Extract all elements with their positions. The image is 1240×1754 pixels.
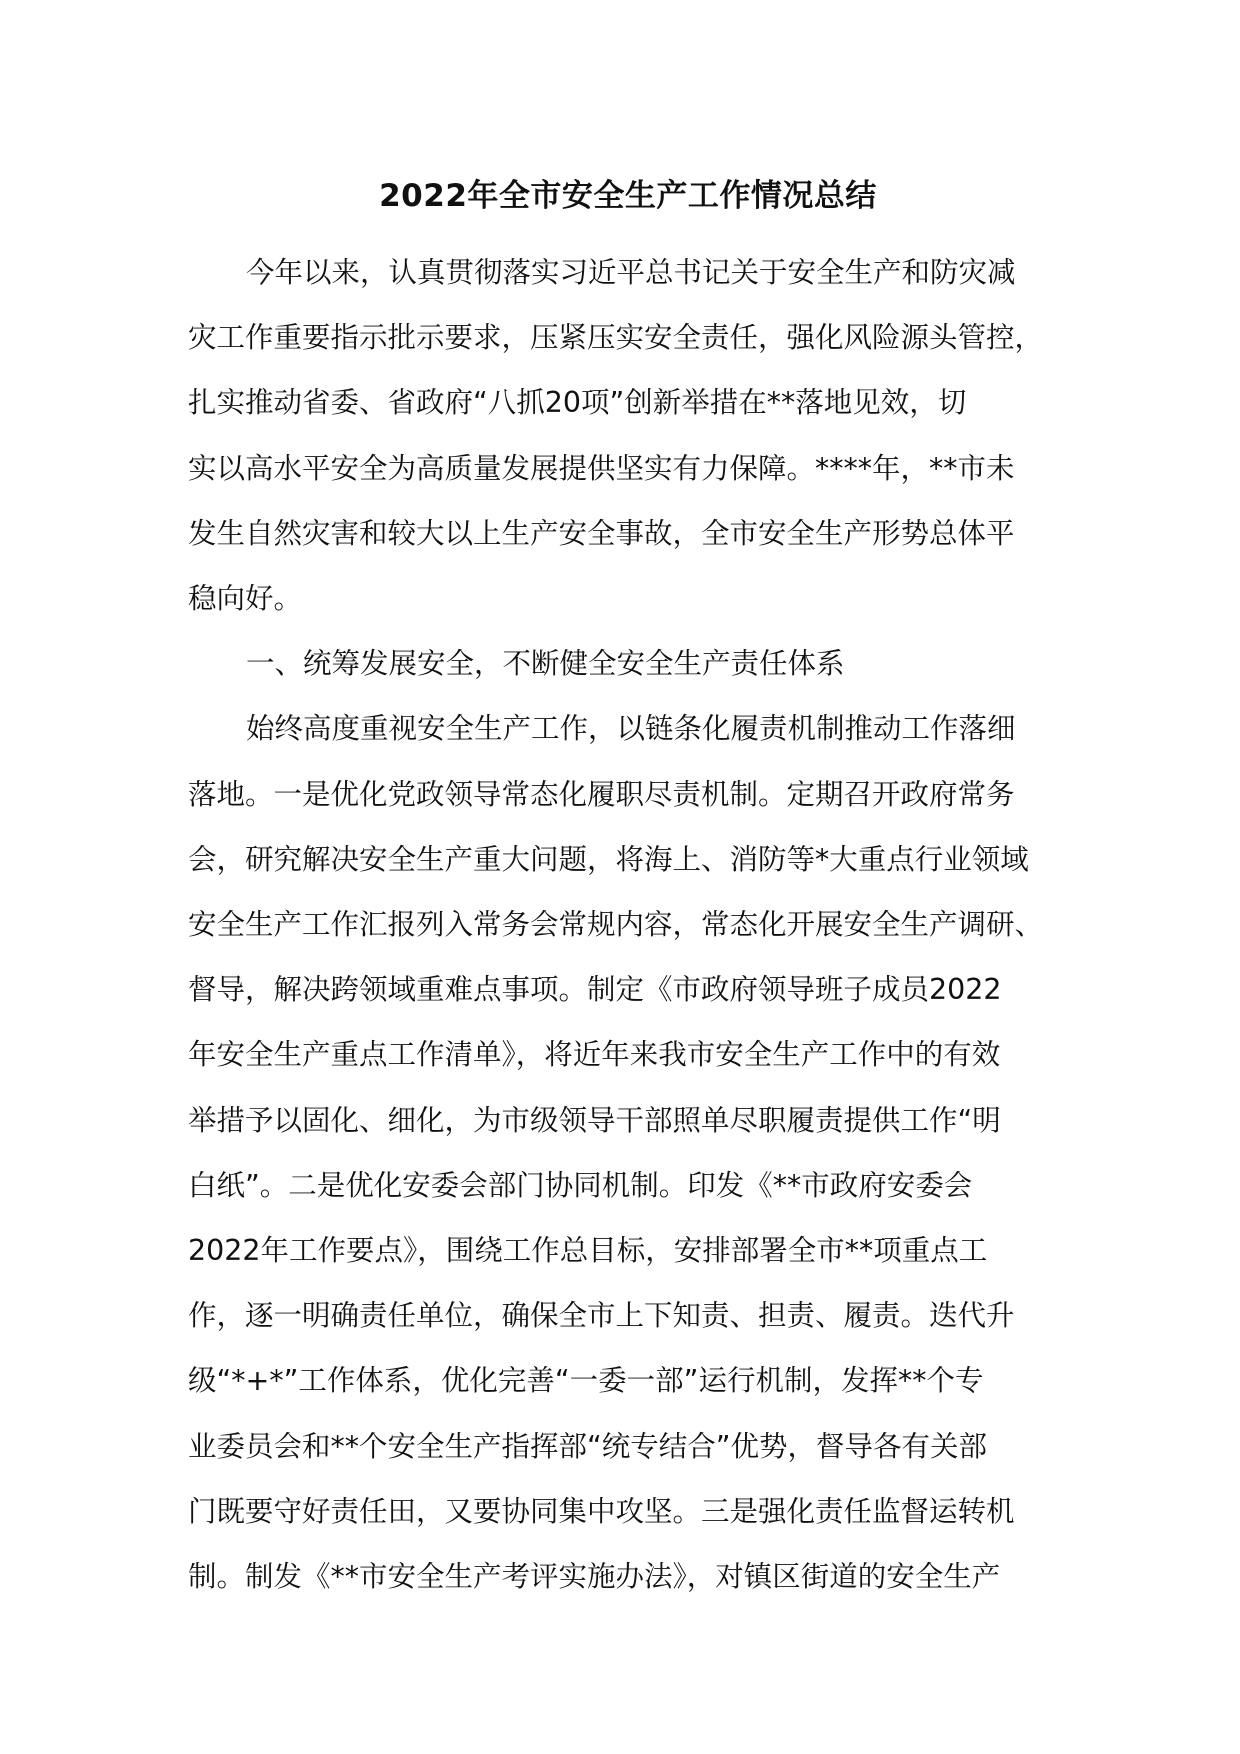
paragraph-line: 年安全生产重点工作清单》，将近年来我市安全生产工作中的有效 <box>188 1038 1001 1072</box>
paragraph-line: 白纸”。二是优化安委会部门协同机制。印发《**市政府安委会 <box>188 1168 973 1202</box>
paragraph-line: 灾工作重要指示批示要求，压紧压实安全责任，强化风险源头管控， <box>188 321 1044 355</box>
paragraph-line: 业委员会和**个安全生产指挥部“统专结合”优势，督导各有关部 <box>188 1429 988 1463</box>
paragraph-line: 实以高水平安全为高质量发展提供坚实有力保障。****年，**市未 <box>188 451 1015 485</box>
paragraph-line: 今年以来，认真贯彻落实习近平总书记关于安全生产和防灾减 <box>246 256 1016 289</box>
document-title: 2022年全市安全生产工作情况总结 <box>379 178 877 214</box>
paragraph-line: 始终高度重视安全生产工作，以链条化履责机制推动工作落细 <box>246 712 1016 746</box>
paragraph-line: 扎实推动省委、省政府“八抓20项”创新举措在**落地见效，切 <box>188 386 967 420</box>
paragraph-line: 发生自然灾害和较大以上生产安全事故，全市安全生产形势总体平 <box>188 516 1015 550</box>
paragraph-line: 门既要守好责任田，又要协同集中攻坚。三是强化责任监督运转机 <box>188 1494 1015 1528</box>
paragraph-line: 落地。一是优化党政领导常态化履职尽责机制。定期召开政府常务 <box>188 777 1015 811</box>
paragraph-line: 2022年工作要点》，围绕工作总目标，安排部署全市**项重点工 <box>188 1234 988 1268</box>
paragraph-line: 稳向好。 <box>188 582 303 616</box>
paragraph-line: 会，研究解决安全生产重大问题，将海上、消防等*大重点行业领域 <box>188 842 1029 876</box>
document-body <box>188 240 1068 1609</box>
section-heading: 一、统筹发展安全，不断健全安全生产责任体系 <box>246 647 845 681</box>
document-page <box>188 0 1068 1754</box>
paragraph-line: 督导，解决跨领域重难点事项。制定《市政府领导班子成员2022 <box>188 973 1002 1007</box>
paragraph-line: 级“*+*”工作体系，优化完善“一委一部”运行机制，发挥**个专 <box>188 1364 984 1398</box>
paragraph-line: 安全生产工作汇报列入常务会常规内容，常态化开展安全生产调研、 <box>188 908 1044 942</box>
paragraph-line: 举措予以固化、细化，为市级领导干部照单尽职履责提供工作“明 <box>188 1103 1001 1137</box>
paragraph-line: 作，逐一明确责任单位，确保全市上下知责、担责、履责。迭代升 <box>188 1299 1015 1333</box>
paragraph-line: 制。制发《**市安全生产考评实施办法》，对镇区街道的安全生产 <box>188 1560 1001 1594</box>
